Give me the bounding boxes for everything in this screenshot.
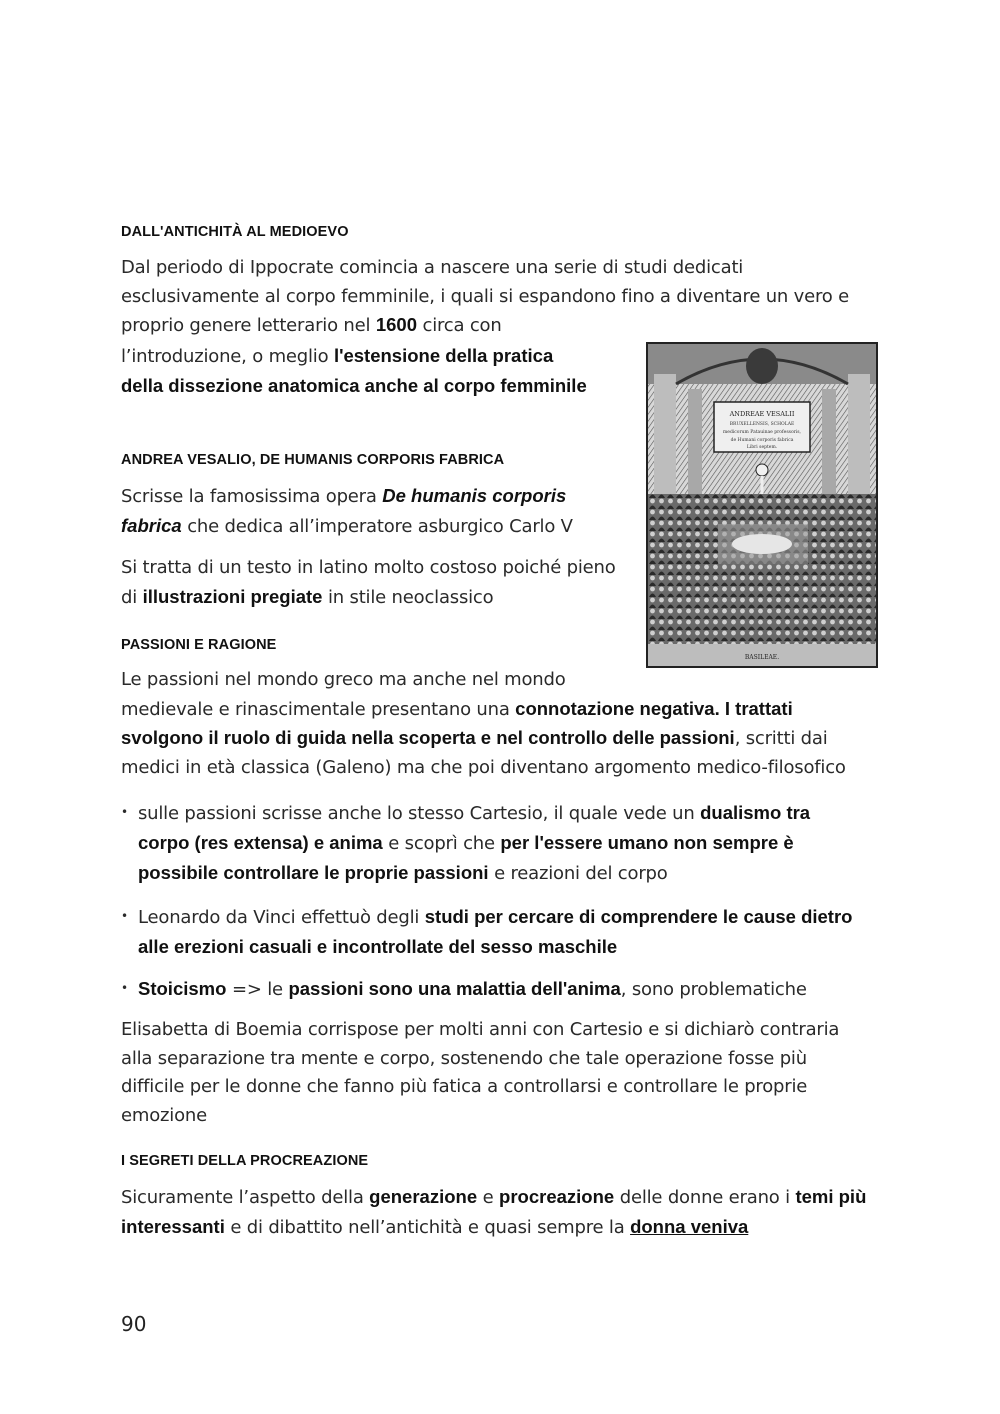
- paragraph-vesalio-2: [121, 554, 626, 612]
- page-number: 90: [121, 1312, 147, 1336]
- bullet-icon: •: [121, 805, 128, 819]
- bold-run: Stoicismo: [138, 978, 227, 999]
- paragraph-passions-1: [121, 666, 871, 782]
- bold-run: studi per cercare di comprendere le cause dietro alle erezioni casuali e incontrollate del sesso maschile: [138, 906, 853, 957]
- bullet-icon: •: [121, 981, 128, 995]
- bold-run: procreazione: [499, 1186, 615, 1207]
- svg-text:de Humani corporis fabrica: de Humani corporis fabrica: [730, 438, 794, 443]
- text-run: Leonardo da Vinci effettuò degli: [138, 907, 425, 928]
- bold-run: connotazione negativa: [515, 697, 715, 719]
- list-item-cartesio: [121, 798, 861, 888]
- section-heading-passions: PASSIONI E RAGIONE: [121, 637, 277, 653]
- text-run: delle donne erano i: [614, 1187, 796, 1208]
- paragraph-procreation: [121, 1183, 871, 1242]
- list-item-stoicismo: [121, 974, 861, 1004]
- text-run: e: [477, 1187, 500, 1208]
- underlined-bold-run: donna veniva: [630, 1215, 749, 1237]
- bold-run: .: [714, 697, 725, 719]
- section-heading-antiquity: DALL'ANTICHITÀ AL MEDIOEVO: [121, 224, 349, 240]
- text-run: => le: [226, 979, 289, 1000]
- vesalius-frontispiece-image: [646, 342, 878, 668]
- text-run: Le passioni nel mondo greco ma anche nel mondo: [121, 669, 566, 690]
- bold-run: dualismo tra corpo (res extensa) e anima: [138, 802, 811, 853]
- bold-run: passioni sono una malattia dell'anima: [288, 978, 621, 999]
- bullet-icon: •: [121, 909, 128, 923]
- bold-run: per l'essere umano non sempre è possibile controllare le proprie passioni: [138, 832, 794, 883]
- paragraph-antiquity-1: [121, 254, 866, 341]
- text-run: e di dibattito nell’antichità e quasi sempre la: [224, 1216, 631, 1238]
- bold-run: temi più interessanti: [121, 1186, 867, 1237]
- section-heading-vesalio: ANDREA VESALIO, DE HUMANIS CORPORIS FABRICA: [121, 452, 505, 468]
- text-run: Dal periodo di Ippocrate comincia a nascere una serie di studi dedicati esclusivamente al corpo femminile, i quali si espandono fino a diventare un vero e proprio genere letterario nel: [121, 257, 849, 336]
- section-heading-procreation: I SEGRETI DELLA PROCREAZIONE: [121, 1153, 369, 1169]
- text-run: in stile neoclassico: [322, 586, 494, 608]
- svg-text:medicorum Patauinae professori: medicorum Patauinae professoris,: [723, 430, 801, 435]
- text-run: che dedica all’imperatore asburgico Carlo V: [181, 515, 573, 537]
- bold-run: l'estensione della pratica della dissezione anatomica anche al corpo femminile: [121, 345, 587, 396]
- bold-run: generazione: [369, 1186, 478, 1207]
- book-title: De humanis corporis fabrica: [121, 485, 567, 536]
- text-run: Sicuramente l’aspetto della: [121, 1187, 370, 1208]
- svg-text:Libri septem.: Libri septem.: [746, 445, 778, 450]
- text-run: medievale e rinascimentale presentano una: [121, 698, 516, 720]
- paragraph-antiquity-2: [121, 342, 591, 401]
- text-run: e scoprì che: [382, 833, 501, 854]
- svg-text:BRUXELLENSIS, SCHOLAE: BRUXELLENSIS, SCHOLAE: [729, 422, 795, 427]
- bold-run: I trattati svolgono il ruolo di guida nella scoperta e nel controllo delle passioni: [121, 697, 793, 748]
- list-item-leonardo: [121, 902, 861, 962]
- text-run: Si tratta di un testo in latino molto costoso poiché pieno di: [121, 557, 616, 608]
- text-run: l’introduzione, o meglio: [121, 346, 334, 367]
- bold-run: 1600: [375, 314, 417, 335]
- bold-run: illustrazioni pregiate: [142, 585, 323, 607]
- text-run: circa con: [416, 315, 502, 336]
- text-run: sulle passioni scrisse anche lo stesso Cartesio, il quale vede un: [138, 803, 701, 824]
- paragraph-elisabetta: Elisabetta di Boemia corrispose per molti anni con Cartesio e si dichiarò contraria alla separazione tra mente e corpo, sostenendo che tale operazione fosse più difficile per le donne che fanno più fatica a controllarsi e controllare le proprie emozione: [121, 1019, 840, 1126]
- text-run: , sono problematiche: [620, 979, 807, 1000]
- text-run: Scrisse la famosissima opera: [121, 486, 383, 507]
- figure-caption: ANDREAE VESALII: [729, 410, 795, 418]
- paragraph-vesalio-1: [121, 482, 611, 541]
- text-run: , scritti dai medici in età classica (Galeno) ma che poi diventano argomento medico-filosofico: [121, 728, 846, 778]
- figure-bottom-text: BASILEAE.: [744, 654, 780, 661]
- text-run: e reazioni del corpo: [488, 863, 668, 884]
